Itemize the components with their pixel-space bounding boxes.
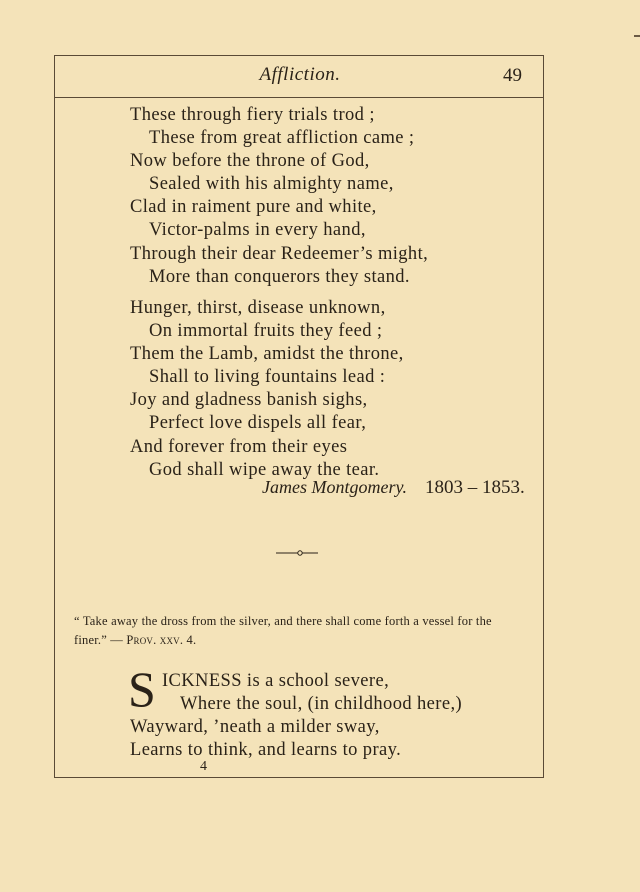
poem-line: Learns to think, and learns to pray.: [130, 740, 402, 761]
poem-line: These through fiery trials trod ;: [130, 105, 375, 125]
section-ornament-icon: [276, 547, 318, 559]
author-name: James Montgomery.: [262, 477, 407, 497]
poem-line: Victor-palms in every hand,: [149, 220, 366, 241]
poem-line: Hunger, thirst, disease unknown,: [130, 298, 386, 318]
poem-line: These from great affliction came ;: [149, 128, 415, 149]
poem-line: Where the soul, (in childhood here,): [180, 694, 463, 715]
stanza-2: [130, 297, 404, 482]
epigraph-text: “ Take away the dross from the silver, and there shall come forth a vessel for the finer.” —: [74, 614, 492, 647]
page-edge-mark: [634, 35, 640, 37]
poem-line: ICKNESS is a school severe,: [162, 671, 390, 691]
poem-line: Sealed with his almighty name,: [149, 174, 394, 195]
poem-line: Perfect love dispels all fear,: [149, 413, 367, 434]
poem-2: [130, 670, 462, 762]
poem-line: And forever from their eyes: [130, 436, 348, 457]
poem-line: Through their dear Redeemer’s might,: [130, 243, 429, 264]
running-head: Affliction.: [259, 64, 341, 85]
signature-mark: 4: [200, 759, 207, 774]
epigraph: [74, 612, 519, 650]
epigraph-reference: Prov. xxv. 4.: [126, 633, 197, 647]
attribution: [262, 477, 525, 499]
author-dates: 1803 – 1853.: [424, 477, 525, 498]
poem-line: Joy and gladness banish sighs,: [130, 390, 368, 411]
stanza-1: [130, 104, 428, 289]
poem-line: More than conquerors they stand.: [149, 266, 410, 287]
poem-line: Wayward, ’neath a milder sway,: [130, 717, 380, 738]
poem-line: Clad in raiment pure and white,: [130, 197, 377, 218]
drop-initial: S: [128, 661, 156, 717]
poem-line: Now before the throne of God,: [130, 151, 370, 172]
header-rule: [54, 97, 544, 98]
poem-line: On immortal fruits they feed ;: [149, 321, 383, 342]
poem-line: Them the Lamb, amidst the throne,: [130, 344, 404, 365]
poem-line: God shall wipe away the tear.: [149, 459, 380, 480]
poem-line: Shall to living fountains lead :: [149, 367, 386, 388]
page-number: 49: [503, 65, 522, 86]
